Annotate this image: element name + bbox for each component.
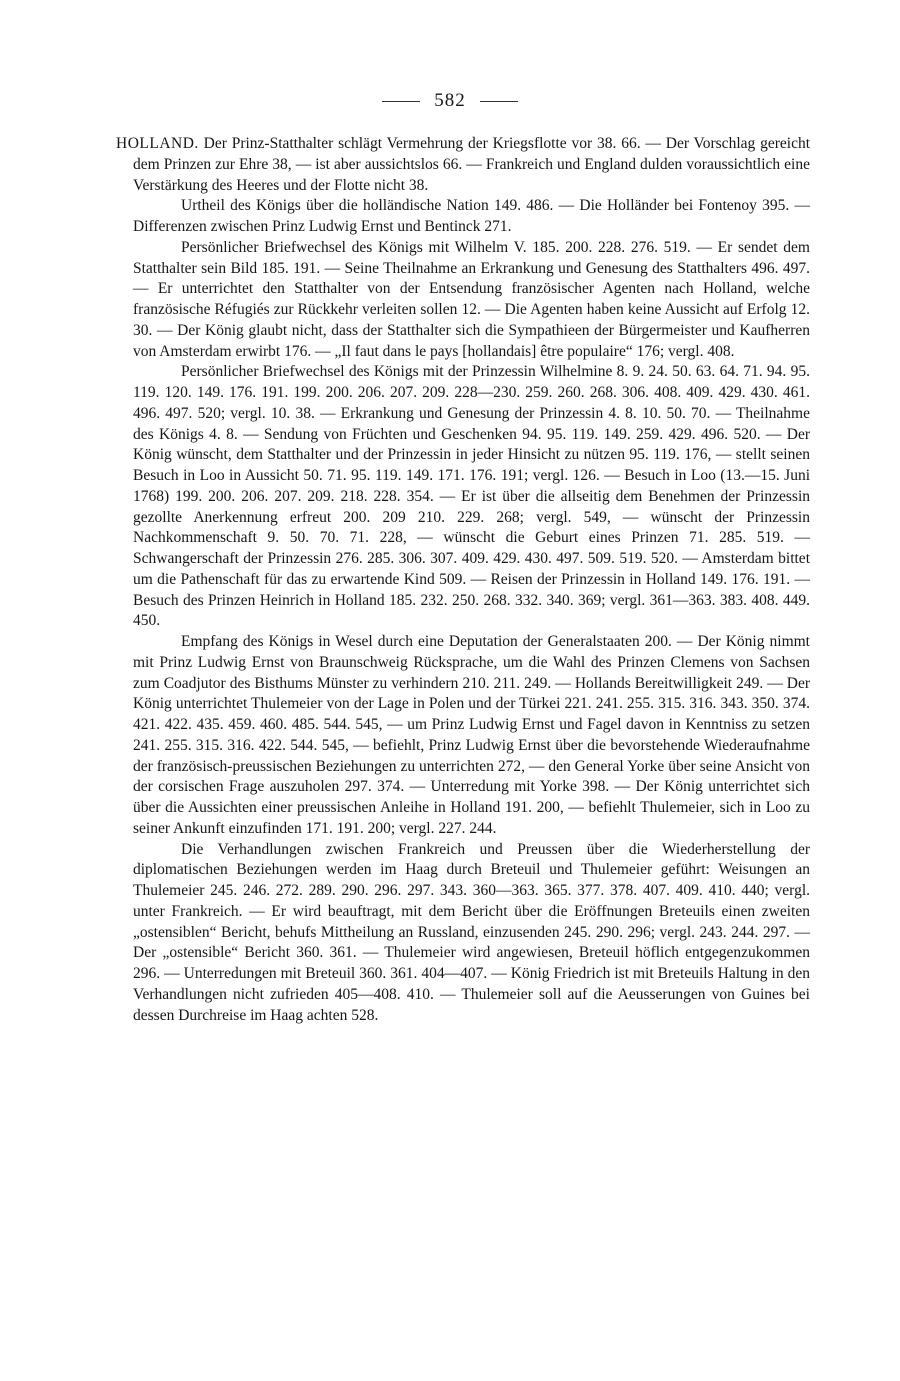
entry-paragraph-2: Urtheil des Königs über die holländische Nation 149. 486. — Die Holländer bei Fontenoy 395. — Differenzen zwischen Prinz Ludwig Ernst und Bentinck 271. <box>133 197 810 235</box>
header-dash-left <box>382 101 420 102</box>
header-dash-right <box>480 101 518 102</box>
page-number: 582 <box>434 90 466 111</box>
entry-paragraph-6: Die Verhandlungen zwischen Frankreich und Preussen über die Wiederherstellung der diplomatischen Beziehungen werden im Haag durch Breteuil und Thulemeier geführt: Weisungen an Thulemeier 245. 246. 272. 289. 290. 296. 297. 343. 360—363. 365. 377. 378. 407. 409. 410. 440; vergl. unter Frankreich. — Er wird beauftragt, mit dem Bericht über die Eröffnungen Breteuils einen zweiten „ostensiblen“ Bericht, behufs Mittheilung an Russland, einzusenden 245. 290. 296; vergl. 243. 244. 297. — Der „ostensible“ Bericht 360. 361. — Thulemeier wird angewiesen, Breteuil höflich entgegenzukommen 296. — Unterredungen mit Breteuil 360. 361. 404—407. — König Friedrich ist mit Breteuils Haltung in den Verhandlungen nicht zufrieden 405—408. 410. — Thulemeier soll auf die Aeusserungen von Guines bei dessen Durchreise im Haag achten 528. <box>133 840 810 1024</box>
page-header <box>0 90 900 112</box>
entry-paragraph-4: Persönlicher Briefwechsel des Königs mit der Prinzessin Wilhelmine 8. 9. 24. 50. 63. 64. 71. 94. 95. 119. 120. 149. 176. 191. 199. 200. 206. 207. 209. 228—230. 259. 260. 268. 306. 408. 409. 429. 430. 461. 496. 497. 520; vergl. 10. 38. — Erkrankung und Genesung der Prinzessin 4. 8. 10. 50. 70. — Theilnahme des Königs 4. 8. — Sendung von Früchten und Geschenken 94. 95. 119. 149. 259. 429. 496. 520. — Der König wünscht, dem Statthalter und der Prinzessin in jeder Hinsicht zu nützen 95. 119. 176, — stellt seinen Besuch in Loo in Aussicht 50. 71. 95. 119. 149. 171. 176. 191; vergl. 126. — Besuch in Loo (13.—15. Juni 1768) 199. 200. 206. 207. 209. 218. 228. 354. — Er ist über die allseitig dem Benehmen der Prinzessin gezollte Anerkennung erfreut 200. 209 210. 229. 268; vergl. 549, — wünscht der Prinzessin Nachkommenschaft 9. 50. 70. 71. 228, — wünscht die Geburt eines Prinzen 71. 285. 519. — Schwangerschaft der Prinzessin 276. 285. 306. 307. 409. 429. 430. 497. 509. 519. 520. — Amsterdam bittet um die Pathenschaft für das zu erwartende Kind 509. — Reisen der Prinzessin in Holland 149. 176. 191. — Besuch des Prinzen Heinrich in Holland 185. 232. 250. 268. 332. 340. 369; vergl. 361—363. 383. 408. 449. 450. <box>133 363 810 630</box>
index-entry <box>116 134 810 1026</box>
entry-paragraph-1 <box>116 134 810 196</box>
entry-paragraph-5: Empfang des Königs in Wesel durch eine Deputation der Generalstaaten 200. — Der König nimmt mit Prinz Ludwig Ernst von Braunschweig Rücksprache, um die Wahl des Prinzen Clemens von Sachsen zum Coadjutor des Bisthums Münster zu verhindern 210. 211. 249. — Hollands Bereitwilligkeit 249. — Der König unterrichtet Thulemeier von der Lage in Polen und der Türkei 221. 241. 255. 315. 316. 343. 350. 374. 421. 422. 435. 459. 460. 485. 544. 545, — um Prinz Ludwig Ernst und Fagel davon in Kenntniss zu setzen 241. 255. 315. 316. 422. 544. 545, — befiehlt, Prinz Ludwig Ernst über die bevorstehende Wiederaufnahme der französisch-preussischen Beziehungen zu unterrichten 272, — den General Yorke über seine Ansicht von der corsischen Frage auszuholen 297. 374. — Unterredung mit Yorke 398. — Der König unterrichtet sich über die Aussichten einer preussischen Anleihe in Holland 191. 200, — befiehlt Thulemeier, sich in Loo zu seiner Ankunft einzufinden 171. 191. 200; vergl. 227. 244. <box>133 633 810 837</box>
entry-headword: HOLLAND. <box>116 135 199 152</box>
entry-paragraph-3: Persönlicher Briefwechsel des Königs mit Wilhelm V. 185. 200. 228. 276. 519. — Er sendet dem Statthalter sein Bild 185. 191. — Seine Theilnahme an Erkrankung und Genesung des Statthalters 496. 497. — Er unterrichtet den Statthalter von der Entsendung französischer Agenten nach Holland, welche französische Réfugiés zur Rückkehr verleiten sollen 12. — Die Agenten haben keine Aussicht auf Erfolg 12. 30. — Der König glaubt nicht, dass der Statthalter sich die Sympathieen der Bürgermeister und Kaufherren von Amsterdam erwirbt 176. — „Il faut dans le pays [hollandais] être populaire“ 176; vergl. 408. <box>133 238 810 360</box>
entry-paragraph-text-1: Der Prinz-Statthalter schlägt Vermehrung der Kriegsflotte vor 38. 66. — Der Vorschlag gereicht dem Prinzen zur Ehre 38, — ist aber aussichtslos 66. — Frankreich und England dulden voraussichtlich eine Verstärkung des Heeres und der Flotte nicht 38. <box>133 135 811 194</box>
